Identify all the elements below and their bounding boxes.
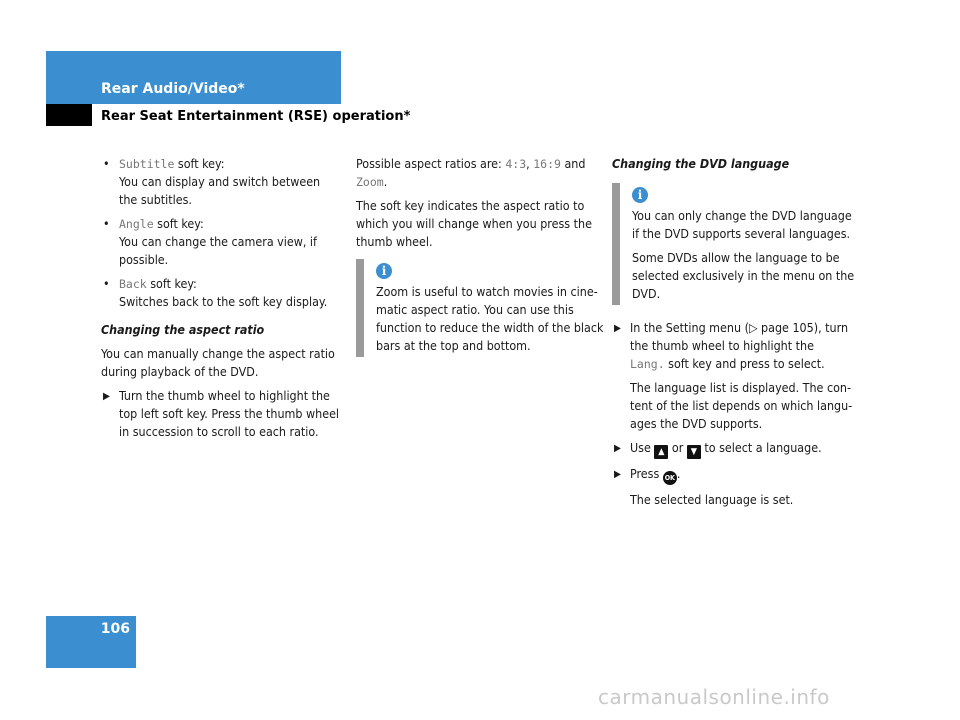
softkey-label: Back — [119, 277, 147, 291]
step-text: soft key and press to select. — [664, 356, 825, 371]
step-text: or — [668, 440, 687, 455]
ratio-separator: , — [526, 156, 534, 171]
instruction-step — [612, 319, 862, 373]
step-arrow-icon: ▶ — [614, 323, 621, 334]
step-result: The language list is displayed. The con-tent of the list depends on which langu-ages the DVD supports. — [630, 380, 853, 431]
ratio-zoom: Zoom — [356, 175, 384, 189]
softkey-label: Angle — [119, 217, 154, 231]
step-text: Turn the thumb wheel to highlight the top left soft key. Press the thumb wheel in succession to scroll to each ratio. — [119, 388, 340, 439]
ok-button-icon: OK — [663, 471, 677, 485]
dvd-language-heading: Changing the DVD language — [612, 156, 790, 171]
list-item — [101, 215, 341, 269]
ratio-4-3: 4:3 — [505, 157, 527, 171]
header-tab-marker — [46, 104, 92, 126]
bullet-icon: • — [103, 276, 110, 291]
aspect-ratio-heading: Changing the aspect ratio — [101, 322, 265, 337]
step-text: . — [676, 466, 681, 481]
bullet-icon: • — [103, 216, 110, 231]
aspect-ratios-paragraph — [356, 155, 606, 191]
softkey-label: Subtitle — [119, 157, 175, 171]
column-3 — [612, 155, 862, 515]
column-1 — [101, 155, 341, 447]
watermark: carmanualsonline.info — [598, 685, 830, 709]
info-note-text: Zoom is useful to watch movies in cine-matic aspect ratio. You can use this function to reduce the width of the black bars at the top and bottom. — [376, 284, 604, 353]
info-icon: i — [632, 187, 648, 203]
softkey-indicator-paragraph: The soft key indicates the aspect ratio to which you will change when you press the thumb wheel. — [356, 198, 592, 249]
page-number: 106 — [100, 621, 130, 637]
ratios-prefix: Possible aspect ratios are: — [356, 156, 506, 171]
step-text: ), turn the thumb wheel to highlight the — [630, 320, 849, 353]
page-number-box — [46, 616, 136, 668]
page-reference: ▷ page 105 — [748, 320, 814, 335]
info-note — [356, 259, 606, 357]
section-title: Rear Audio/Video* — [101, 81, 245, 97]
column-2 — [356, 155, 606, 371]
softkey-description: Switches back to the soft key display. — [119, 294, 328, 309]
aspect-ratio-paragraph: You can manually change the aspect ratio during playback of the DVD. — [101, 346, 335, 379]
subsection-title: Rear Seat Entertainment (RSE) operation* — [101, 109, 411, 124]
list-item — [101, 155, 341, 209]
info-icon: i — [376, 263, 392, 279]
softkey-description: You can change the camera view, if possible. — [119, 234, 317, 267]
softkey-suffix: soft key: — [146, 276, 197, 291]
instruction-step — [612, 465, 862, 485]
step-text: to select a language. — [700, 440, 822, 455]
info-note-text: You can only change the DVD language if the DVD supports several languages. — [632, 208, 852, 241]
step-text: In the Setting menu ( — [630, 320, 749, 335]
step-result: The selected language is set. — [630, 492, 794, 507]
softkey-suffix: soft key: — [153, 216, 204, 231]
instruction-step — [612, 439, 862, 459]
step-text: Use — [630, 440, 655, 455]
step-arrow-icon: ▶ — [614, 443, 621, 454]
info-note — [612, 183, 862, 305]
list-item — [101, 275, 341, 311]
softkey-label: Lang. — [630, 357, 665, 371]
softkey-description: You can display and switch between the subtitles. — [119, 174, 321, 207]
ratio-16-9: 16:9 — [533, 157, 561, 171]
up-arrow-key-icon: ▲ — [654, 445, 668, 459]
ratio-separator: and — [560, 156, 586, 171]
down-arrow-key-icon: ▼ — [687, 445, 701, 459]
step-arrow-icon: ▶ — [103, 391, 110, 402]
info-note-text: Some DVDs allow the language to be selected exclusively in the menu on the DVD. — [632, 250, 855, 301]
step-text: Press — [630, 466, 663, 481]
softkey-suffix: soft key: — [174, 156, 225, 171]
step-arrow-icon: ▶ — [614, 469, 621, 480]
instruction-step — [101, 387, 341, 441]
ratio-end: . — [383, 174, 388, 189]
bullet-icon: • — [103, 156, 110, 171]
